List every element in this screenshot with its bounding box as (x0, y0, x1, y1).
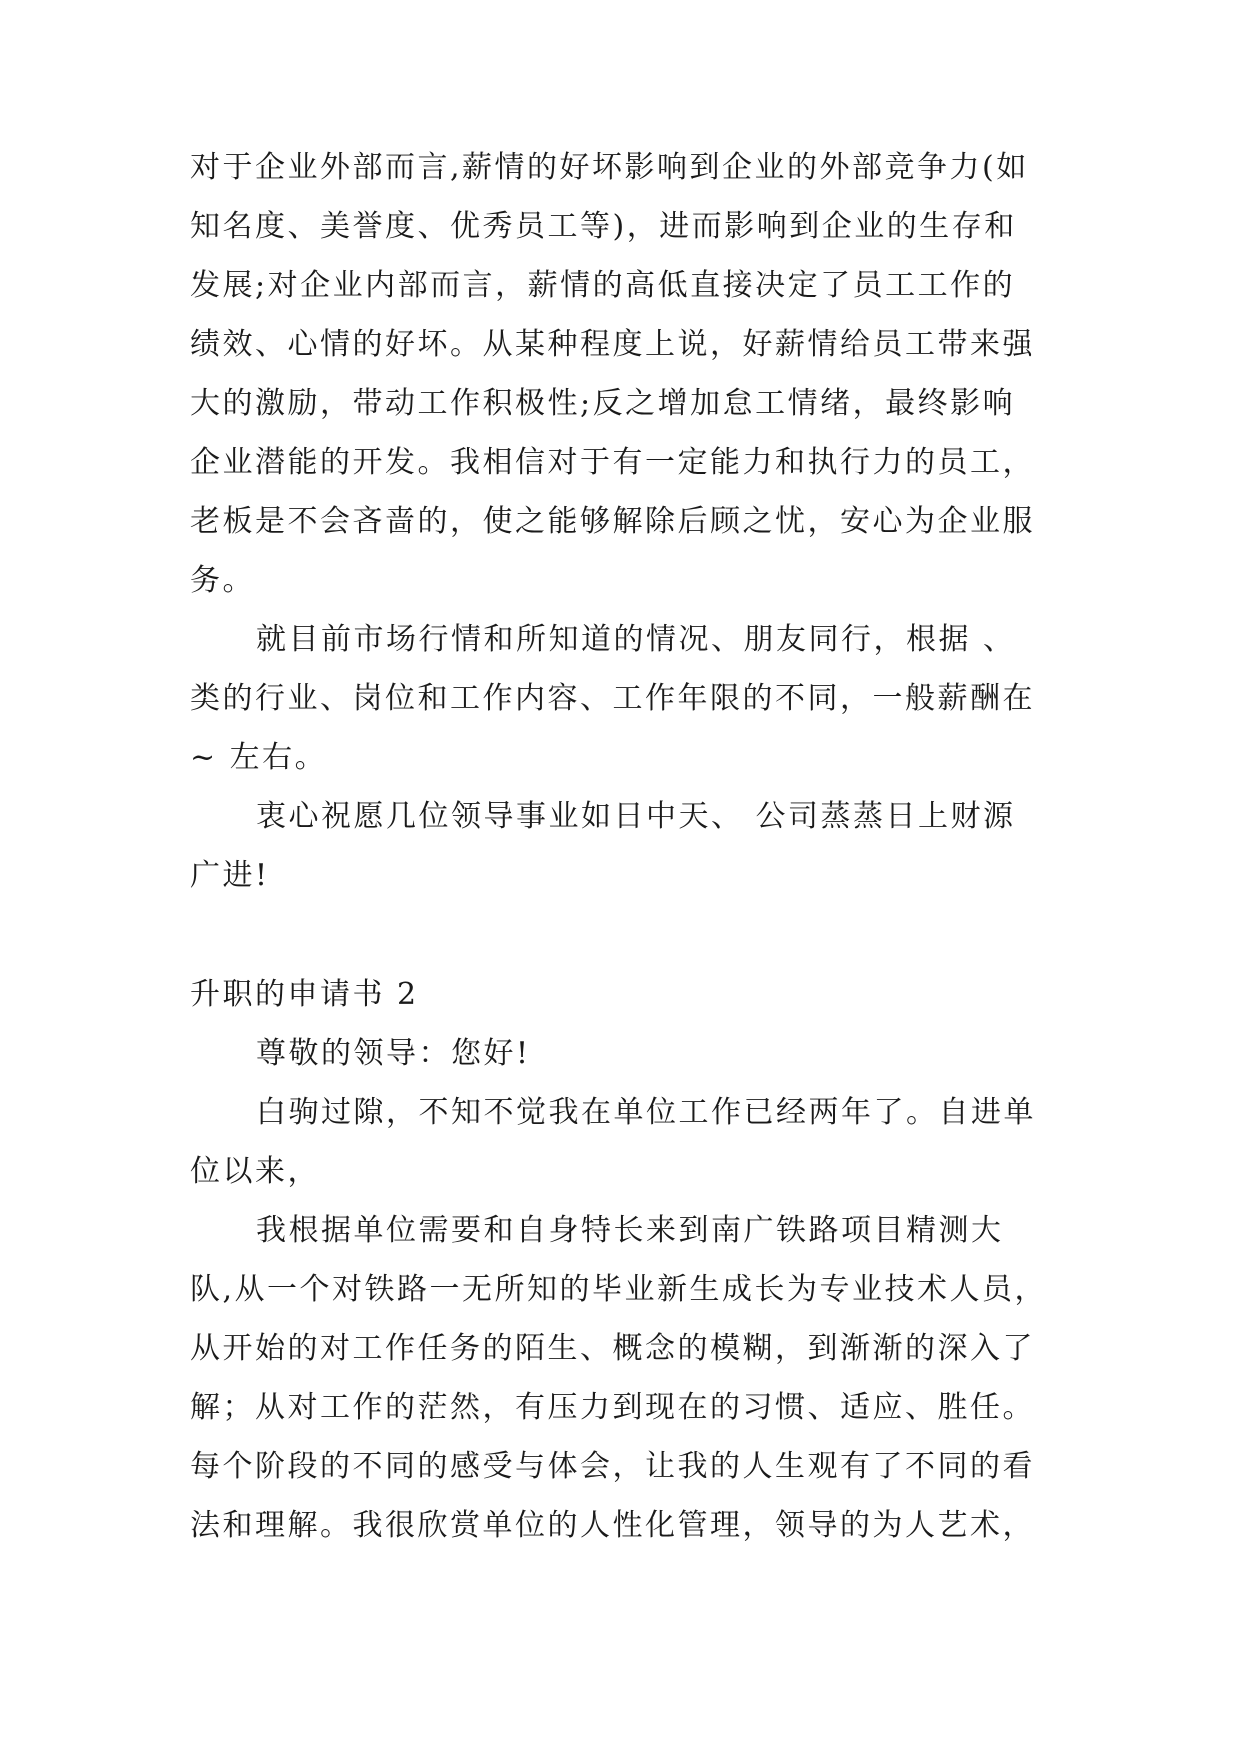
paragraph-line: 就目前市场行情和所知道的情况、朋友同行，根据 、 (256, 622, 1016, 657)
salutation: 尊敬的领导：您好! (256, 1036, 531, 1071)
paragraph-line: 知名度、美誉度、优秀员工等)，进而影响到企业的生存和 (190, 209, 1017, 244)
paragraph-line: 对于企业外部而言,薪情的好坏影响到企业的外部竞争力(如 (190, 150, 1029, 185)
paragraph-line: 绩效、心情的好坏。从某种程度上说，好薪情给员工带来强 (190, 327, 1035, 362)
paragraph-line: 发展;对企业内部而言，薪情的高低直接决定了员工工作的 (190, 268, 1016, 303)
paragraph-line: 大的激励，带动工作积极性;反之增加怠工情绪，最终影响 (190, 386, 1016, 421)
paragraph-line: 从开始的对工作任务的陌生、概念的模糊，到渐渐的深入了 (190, 1331, 1035, 1366)
paragraph-line: 广进! (190, 858, 270, 893)
paragraph-line: 每个阶段的不同的感受与体会，让我的人生观有了不同的看 (190, 1449, 1035, 1484)
paragraph-line: 队,从一个对铁路一无所知的毕业新生成长为专业技术人员， (190, 1272, 1048, 1307)
paragraph-line: 法和理解。我很欣赏单位的人性化管理，领导的为人艺术， (190, 1508, 1035, 1543)
paragraph-line: 位以来， (190, 1154, 320, 1189)
paragraph-line: 白驹过隙，不知不觉我在单位工作已经两年了。自进单 (256, 1095, 1036, 1130)
paragraph-line: 解；从对工作的茫然，有压力到现在的习惯、适应、胜任。 (190, 1390, 1035, 1425)
paragraph-line: 我根据单位需要和自身特长来到南广铁路项目精测大 (256, 1213, 1004, 1248)
paragraph-line: 衷心祝愿几位领导事业如日中天、 公司蒸蒸日上财源 (256, 799, 1016, 834)
section-title: 升职的申请书 2 (190, 977, 419, 1012)
paragraph-line: 类的行业、岗位和工作内容、工作年限的不同，一般薪酬在 (190, 681, 1035, 716)
paragraph-line: 务。 (190, 563, 255, 598)
paragraph-line: ~ 左右。 (190, 740, 328, 775)
paragraph-line: 企业潜能的开发。我相信对于有一定能力和执行力的员工， (190, 445, 1035, 480)
paragraph-line: 老板是不会吝啬的，使之能够解除后顾之忧，安心为企业服 (190, 504, 1035, 539)
